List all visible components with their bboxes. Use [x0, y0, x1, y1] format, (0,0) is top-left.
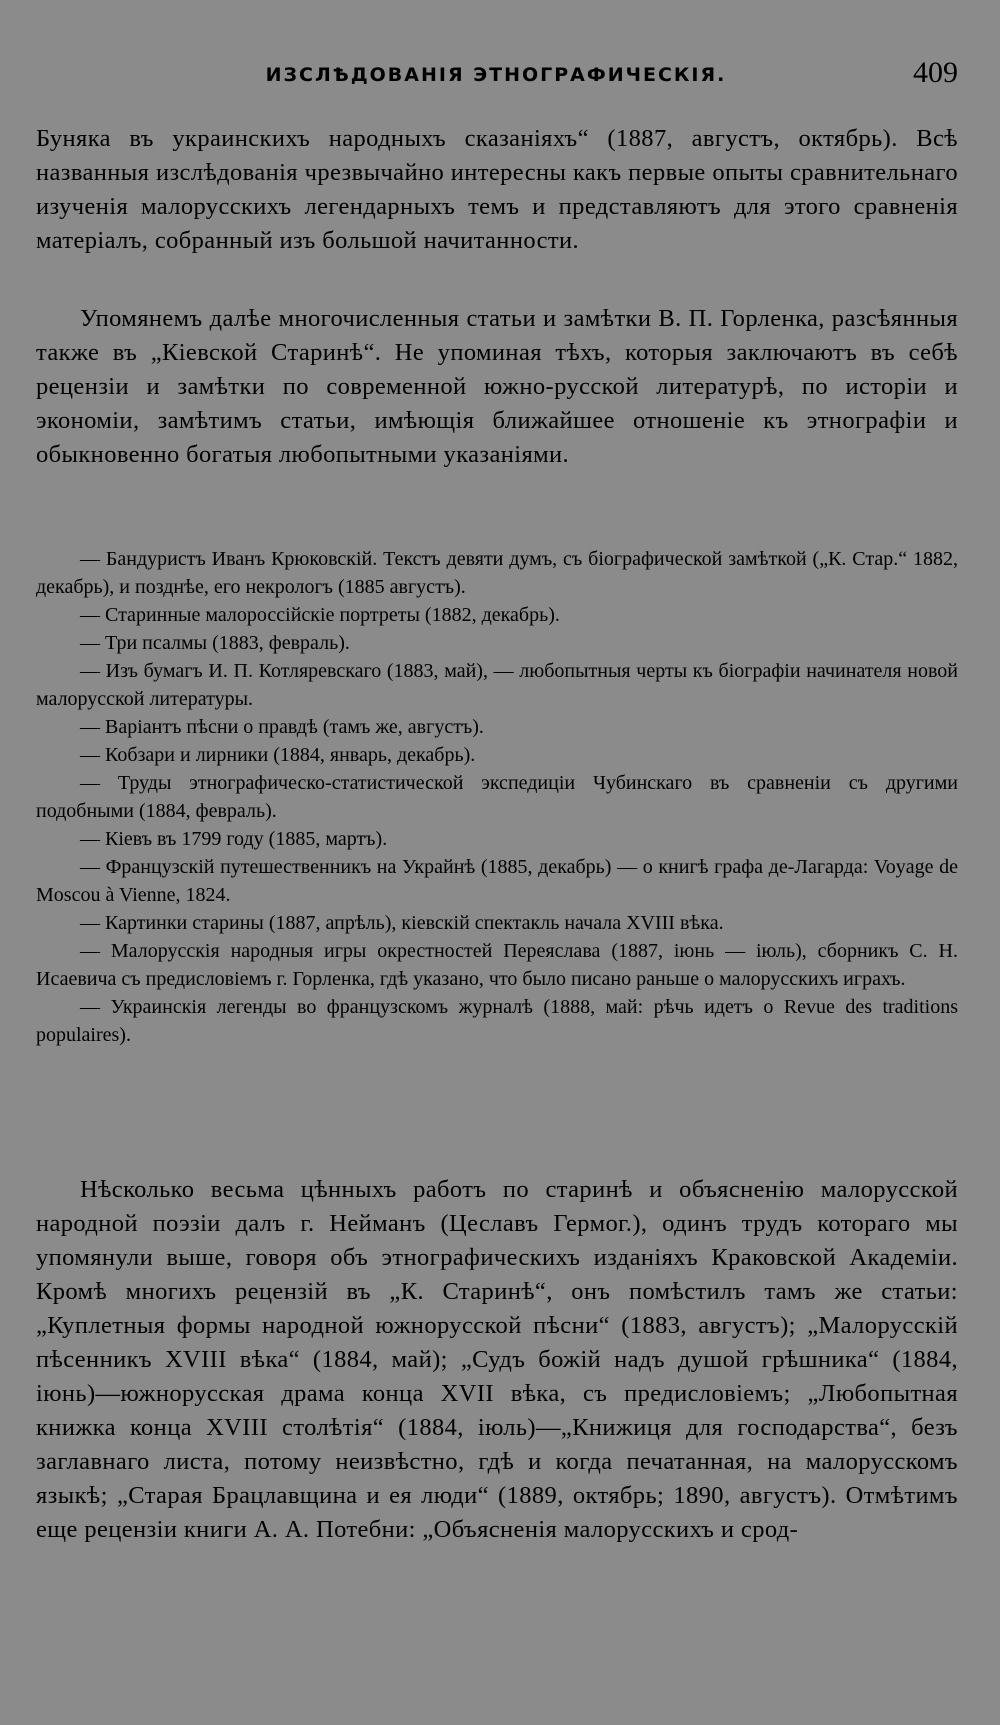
list-item: — Варіантъ пѣсни о правдѣ (тамъ же, августъ).: [80, 716, 484, 738]
list-item: — Кобзари и лирники (1884, январь, декабрь).: [80, 744, 476, 766]
list-item: — Картинки старины (1887, апрѣль), кіевскій спектакль начала XVIII вѣка.: [80, 912, 724, 934]
body-paragraph-neiman: Нѣсколько весьма цѣнныхъ работъ по старинѣ и объясненію малорусской народной поэзіи далъ г. Нейманъ (Цеславъ Гермог.), одинъ трудъ котораго мы упомянули выше, говоря объ этнографическихъ изданіяхъ Краковской Академіи. Кромѣ многихъ рецензій въ „К. Старинѣ“, онъ помѣстилъ тамъ же статьи: „Куплетныя формы народной южнорусской пѣсни“ (1883, августъ); „Малорусскій пѣсенникъ XVIII вѣка“ (1884, май); „Судъ божій надъ душой грѣшника“ (1884, іюнь)—южнорусская драма конца XVII вѣка, съ предисловіемъ; „Любопытная книжка конца XVIII столѣтія“ (1884, іюль)—„Книжиця для господарства“, безъ заглавнаго листа, потому неизвѣстно, гдѣ и когда печатанная, на малорусскомъ языкѣ; „Старая Брацлавщина и ея люди“ (1889, октябрь; 1890, августъ). Отмѣтимъ еще рецензіи книги А. А. Потебни: „Объясненія малорусскихъ и срод-: [36, 1176, 958, 1543]
page-number: 409: [913, 56, 958, 89]
list-item: — Старинные малороссійскіе портреты (1882, декабрь).: [80, 604, 560, 626]
list-item: — Кіевъ въ 1799 году (1885, мартъ).: [80, 828, 388, 850]
list-item: — Украинскія легенды во французскомъ журналѣ (1888, май: рѣчь идетъ о Revue des traditions populaires).: [36, 996, 958, 1046]
running-title: ИЗСЛѢДОВАНІЯ ЭТНОГРАФИЧЕСКІЯ.: [265, 64, 727, 86]
list-item: — Малорусскія народныя игры окрестностей Переяслава (1887, іюнь — іюль), сборникъ С. Н. Исаевича съ предисловіемъ г. Горленка, гдѣ указано, что было писано раньше о малорусскихъ играхъ.: [36, 940, 958, 990]
body-paragraph-gorlenko: Упомянемъ далѣе многочисленныя статьи и замѣтки В. П. Горленка, разсѣянныя также въ „Кіевской Старинѣ“. Не упоминая тѣхъ, которыя заключаютъ въ себѣ рецензіи и замѣтки по современной южно-русской литературѣ, по исторіи и экономіи, замѣтимъ статьи, имѣющія ближайшее отношеніе къ этнографіи и обыкновенно богатыя любопытными указаніями.: [36, 305, 958, 468]
article-list: [36, 545, 958, 1049]
list-item: — Изъ бумагъ И. П. Котляревскаго (1883, май), — любопытныя черты къ біографіи начинателя новой малорусской литературы.: [36, 660, 958, 710]
list-item: — Французскій путешественникъ на Украйнѣ (1885, декабрь) — о книгѣ графа де-Лагарда: Voyage de Moscou à Vienne, 1824.: [36, 856, 958, 906]
page-header: [36, 56, 956, 96]
list-item: — Бандуристъ Иванъ Крюковскій. Текстъ девяти думъ, съ біографической замѣткой („К. Стар.“ 1882, декабрь), и позднѣе, его некрологъ (1885 августъ).: [36, 548, 958, 598]
body-paragraph-continued: Буняка въ украинскихъ народныхъ сказаніяхъ“ (1887, августъ, октябрь). Всѣ названныя изслѣдованія чрезвычайно интересны какъ первые опыты сравнительнаго изученія малорусскихъ легендарныхъ темъ и представляютъ для этого сравненія матеріалъ, собранный изъ большой начитанности.: [36, 125, 958, 254]
list-item: — Три псалмы (1883, февраль).: [80, 632, 350, 654]
list-item: — Труды этнографическо-статистической экспедиціи Чубинскаго въ сравненіи съ другими подобными (1884, февраль).: [36, 772, 958, 822]
